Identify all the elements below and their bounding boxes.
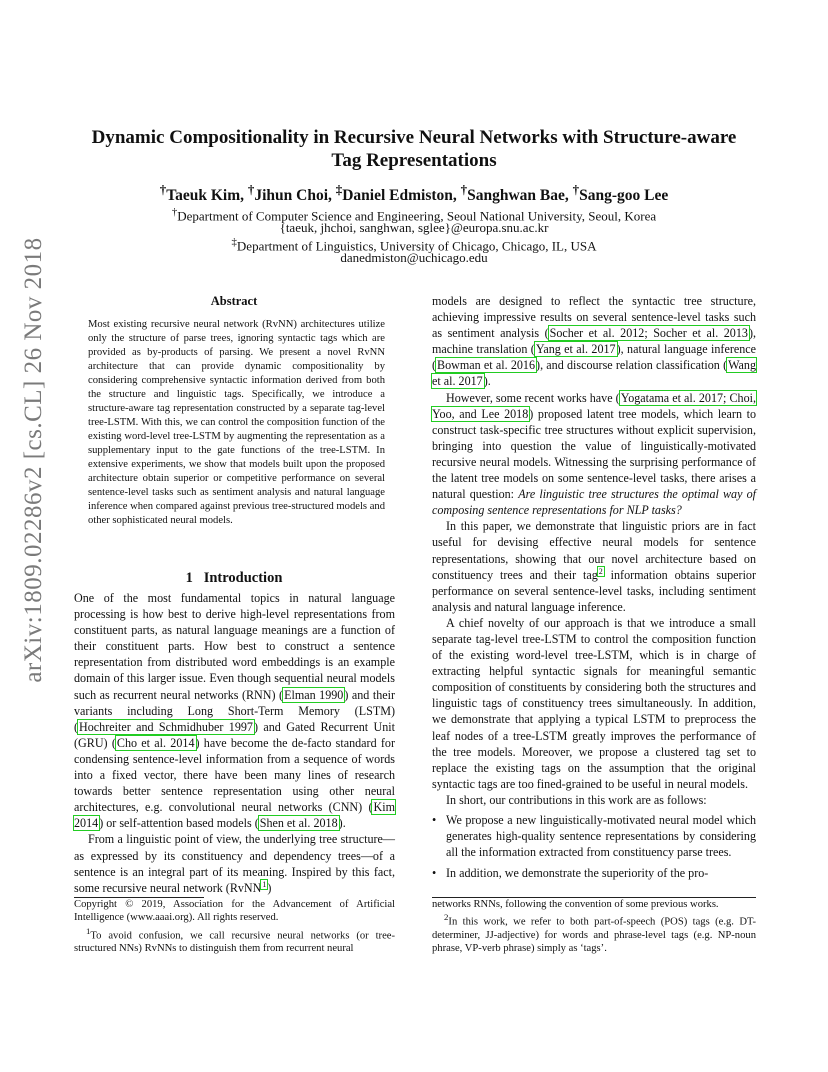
text-run: .	[487, 374, 491, 389]
text-run: models are designed to reflect the syntactic tree structure, achieving impressive results on several sentence-level tasks such as sentiment analysis	[432, 294, 756, 341]
list-item	[432, 812, 756, 860]
footnote-2	[432, 911, 756, 955]
right-paragraph-3	[432, 518, 756, 615]
citation-link[interactable]: Yogatama et al. 2017; Choi, Yoo, and Lee 2018	[432, 390, 757, 421]
section-number: 1	[185, 570, 193, 586]
introduction-heading	[74, 570, 394, 587]
footnote-link[interactable]: 2	[598, 566, 603, 576]
author-name: Taeuk Kim,	[166, 187, 245, 205]
right-paragraph-1: models are designed to reflect the syntactic tree structure, achieving impressive results on several sentence-level tasks such as sentiment analysis (Socher et al. 2012; Socher et al. 2013), machine translation (Yang et al. 2017), natural language inference (Bowman et al. 2016), and discourse relation classification (Wang et al. 2017).	[432, 294, 757, 389]
author-mark: †	[159, 182, 167, 197]
affiliation-email-uchicago: danedmiston@uchicago.edu	[340, 250, 488, 265]
section-title: Introduction	[203, 570, 283, 586]
footnote-text: In this work, we refer to both part-of-speech (POS) tags (e.g. DT-determiner, JJ-adjective) for words and phrase-level tags (e.g. NP-noun phrase, VP-verb phrase) simply as ‘tags’.	[432, 916, 756, 955]
left-footnotes	[74, 898, 395, 956]
abstract-heading: Abstract	[210, 294, 258, 308]
copyright-notice: Copyright © 2019, Association for the Advancement of Artificial Intelligence (www.aaai.org). All rights reserved.	[74, 899, 395, 924]
author-name: Sang-goo Lee	[579, 187, 669, 205]
paper-title-line-2: Tag Representations	[331, 150, 497, 171]
intro-paragraph-2	[74, 831, 395, 895]
text-run: proposed latent tree models, which learn to construct task-specific tree structures without explicit supervision, bringing into question the value of linguistically-motivated recursive neural models. Witnessing the surprising performance of the latent tree models on some sentence-level tasks, there arises a natural question:	[432, 406, 757, 502]
footnote-1-continuation: networks RNNs, following the convention of some previous works.	[432, 899, 719, 910]
citation-link[interactable]: Yang et al. 2017	[535, 342, 616, 357]
citation-link[interactable]: Socher et al. 2012; Socher et al. 2013	[549, 326, 748, 341]
right-column	[432, 293, 756, 886]
citation-link[interactable]: Shen et al. 2018	[259, 816, 338, 831]
affiliation-mark: ‡	[231, 236, 237, 248]
text-run: , and discourse relation classification	[540, 358, 724, 373]
contribution-list	[432, 812, 756, 881]
footnote-mark: 1	[86, 925, 91, 936]
affiliation-emails-snu: {taeuk, jhchoi, sanghwan, sglee}@europa.snu.ac.kr	[279, 220, 549, 235]
list-item	[432, 865, 756, 881]
arxiv-sidebar	[14, 160, 54, 760]
right-paragraph-2: However, some recent works have (Yogatama et al. 2017; Choi, Yoo, and Lee 2018) proposed latent tree models, which learn to construct task-specific tree structures without explicit supervision, bringing into question the value of linguistically-motivated recursive neural models. Witnessing the surprising performance of the latent tree models on some sentence-level tasks, there arises a natural question: Are linguistic tree structures the optimal way of composing sentence representations for NLP tasks?	[432, 390, 757, 518]
author-mark: †	[460, 182, 468, 197]
footnote-mark: 2	[444, 912, 449, 923]
author-list	[0, 182, 828, 205]
citation-link[interactable]: Bowman et al. 2016	[437, 358, 536, 373]
affiliation-text: Department of Computer Science and Engineering, Seoul National University, Seoul, Korea	[177, 208, 657, 224]
text-run: )	[267, 880, 272, 895]
list-item-text: We propose a new linguistically-motivated neural model which generates high-quality sentence representations by considering all the information extracted from constituency parse trees.	[446, 813, 756, 860]
text-run: information obtains superior performance on several sentence-level tasks, including sentiment analysis and natural language inference.	[432, 567, 757, 614]
author-name: Daniel Edmiston,	[342, 187, 457, 205]
author-mark: †	[247, 182, 255, 197]
text-run: have become the de-facto standard for condensing sentence-level information from a sequence of words into a fixed vector, there have been many lines of research towards better sentence representation using other neural architectures, e.g. convolutional neural networks (CNN)	[74, 735, 395, 815]
paper-title-line-1: Dynamic Compositionality in Recursive Neural Networks with Structure-aware	[91, 127, 737, 148]
author-mark: †	[572, 182, 580, 197]
text-run: One of the most fundamental topics in natural language processing is how best to derive high-level representations from constituent parts, as natural language meanings are a function of their constituent parts. How best to construct a sentence representation from distributed word embeddings is an example domain of this larger issue. Even though sequential neural models such as recurrent neural networks (RNN)	[74, 591, 395, 702]
text-run: and Gated Recurrent Unit (GRU)	[74, 719, 395, 750]
citation-link[interactable]: Hochreiter and Schmidhuber 1997	[79, 719, 253, 734]
footnote-text: To avoid confusion, we call recursive neural networks (or tree-structured NNs) RvNNs to distinguish them from recurrent neural	[74, 930, 395, 955]
bullet-icon: •	[432, 813, 437, 827]
text-run: From a linguistic point of view, the underlying tree structure—as expressed by its constituency and dependency trees—of a sentence is an integral part of its meaning. Inspired by this fact, some recursive neural network (RvNN	[74, 832, 395, 895]
abstract-body: Most existing recursive neural network (RvNN) architectures utilize only the structure of parse trees, ignoring syntactic tags which are provided as by-products of parsing. We present a novel RvNN architecture that can provide dynamic compositionality by considering comprehensive syntactic information derived from both the structure and linguistic tags. Specifically, we introduce a structure-aware tag representation constructed by a separate tag-level tree-LSTM. With this, we can control the composition function of the existing word-level tree-LSTM by augmenting the representation as a supplementary input to the gate functions of the tree-LSTM. In extensive experiments, we show that models built upon the proposed architecture obtain superior or competitive performance on several sentence-level tasks such as sentiment analysis and natural language inference when compared against previous tree-structured models and other sophisticated neural models.	[88, 319, 385, 526]
affiliation-text: Department of Linguistics, University of Chicago, Chicago, IL, USA	[236, 238, 597, 254]
citation-link[interactable]: Cho et al. 2014	[116, 735, 195, 750]
right-paragraph-5: In short, our contributions in this work are as follows:	[446, 792, 707, 807]
text-run: and their variants including Long Short-Term Memory (LSTM)	[74, 687, 396, 718]
text-run: , machine translation	[432, 326, 756, 357]
bullet-icon: •	[432, 866, 437, 881]
author-name: Sanghwan Bae,	[467, 187, 569, 205]
arxiv-identifier: arXiv:1809.02286v2 [cs.CL] 26 Nov 2018	[20, 237, 47, 683]
footnote-1	[74, 925, 395, 956]
right-paragraph-4: A chief novelty of our approach is that we introduce a small separate tag-level tree-LSTM to control the composition function of the existing word-level tree-LSTM, which is in charge of extracting helpful syntactic signals for meaningful semantic composition of constituents by considering both the structures and linguistic tags of constituency trees simultaneously. In addition, we demonstrate that applying a typical LSTM to preprocess the leaf nodes of a tree-LSTM greatly improves the performance of the tree models. Moreover, we propose a clustered tag set to replace the existing tags on the assumption that the original syntactic tags are too fined-grained to be useful in neural models.	[432, 615, 756, 791]
author-mark: ‡	[335, 182, 343, 197]
left-column	[74, 590, 395, 896]
intro-paragraph-1: One of the most fundamental topics in natural language processing is how best to derive high-level representations from constituent parts, as natural language meanings are a function of their constituent parts. How best to construct a sentence representation from distributed word embeddings is an example domain of this larger issue. Even though sequential neural models such as recurrent neural networks (RNN) (Elman 1990) and their variants including Long Short-Term Memory (LSTM) (Hochreiter and Schmidhuber 1997) and Gated Recurrent Unit (GRU) (Cho et al. 2014) have become the de-facto standard for condensing sentence-level information from a sequence of words into a fixed vector, there have been many lines of research towards better sentence representation using other neural architectures, e.g. convolutional neural networks (CNN) (Kim 2014) or self-attention based models (Shen et al. 2018).	[74, 591, 396, 831]
footnote-link[interactable]: 1	[262, 879, 267, 889]
list-item-text: In addition, we demonstrate the superiority of the pro-	[446, 866, 709, 881]
affiliation-mark: †	[171, 206, 178, 218]
text-run: However, some recent works have	[446, 390, 616, 405]
research-question: Are linguistic tree structures the optimal way of composing sentence representations for NLP tasks?	[432, 487, 757, 518]
text-run: , natural language inference	[620, 342, 757, 357]
text-run: .	[342, 816, 346, 831]
citation-link[interactable]: Kim 2014	[74, 800, 395, 831]
citation-link[interactable]: Elman 1990	[284, 687, 344, 702]
text-run: or self-attention based models	[103, 816, 255, 831]
author-name: Jihun Choi,	[254, 187, 332, 205]
text-run: In this paper, we demonstrate that linguistic priors are in fact useful for devising effective neural models for sentence representations, showing that our novel architecture based on constituency trees and their tag	[432, 519, 756, 582]
right-footnotes	[432, 898, 756, 956]
citation-link[interactable]: Wang et al. 2017	[432, 358, 757, 389]
